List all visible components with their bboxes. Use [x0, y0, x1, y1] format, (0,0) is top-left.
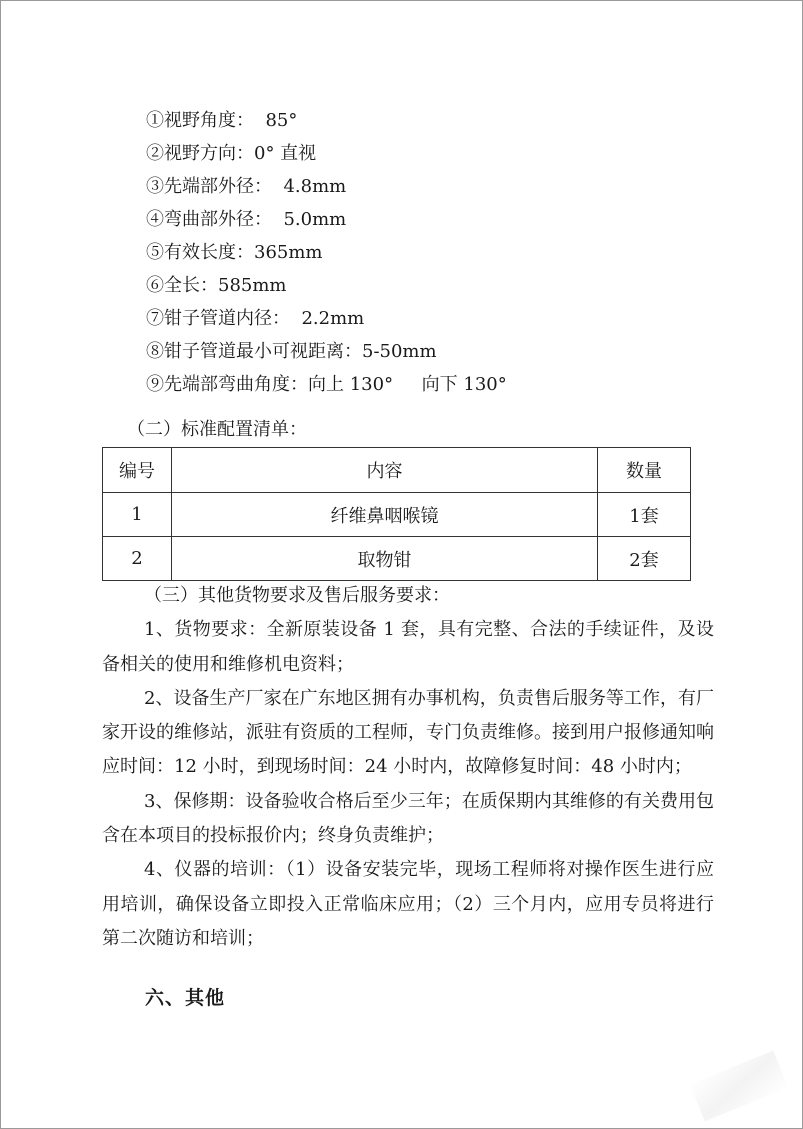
cell-number: 1: [103, 493, 172, 537]
cell-content: 纤维鼻咽喉镜: [172, 493, 598, 537]
scan-artifact: [690, 1051, 788, 1122]
config-table: [102, 447, 691, 581]
header-number: 编号: [103, 448, 172, 493]
spec-item: ⑨先端部弯曲角度：向上 130° 向下 130°: [146, 374, 507, 395]
spec-list: [146, 104, 507, 401]
paragraph-training: 4、仪器的培训：（1）设备安装完毕，现场工程师将对操作医生进行应用培训，确保设备立即投入正常临床应用；（2）三个月内，应用专员将进行第二次随访和培训；: [102, 859, 714, 949]
spec-item: ①视野角度： 85°: [146, 110, 298, 131]
spec-item: ③先端部外径： 4.8mm: [146, 176, 347, 197]
spec-item: ⑥全长：585mm: [146, 275, 287, 296]
cell-content: 取物钳: [172, 537, 598, 581]
other-requirements-heading: （三）其他货物要求及售后服务要求：: [144, 585, 450, 606]
spec-item: ④弯曲部外径： 5.0mm: [146, 209, 347, 230]
requirements-section: [102, 579, 714, 956]
table-header-row: [103, 448, 691, 493]
config-heading: （二）标准配置清单：: [127, 419, 307, 440]
table-row: [103, 537, 691, 581]
paragraph-service: 2、设备生产厂家在广东地区拥有办事机构，负责售后服务等工作，有厂家开设的维修站，派驻有资质的工程师，专门负责维修。接到用户报修通知响应时间：12 小时，到现场时间：24 小时内，故障修复时间：48 小时内；: [102, 687, 714, 778]
cell-number: 2: [103, 537, 172, 581]
header-quantity: 数量: [598, 448, 691, 493]
spec-item: ⑤有效长度：365mm: [146, 242, 323, 263]
spec-item: ⑦钳子管道内径： 2.2mm: [146, 308, 365, 329]
paragraph-warranty: 3、保修期：设备验收合格后至少三年；在质保期内其维修的有关费用包含在本项目的投标报价内；终身负责维护；: [102, 790, 714, 847]
paragraph-goods: 1、货物要求：全新原装设备 1 套，具有完整、合法的手续证件，及设备相关的使用和维修机电资料；: [102, 619, 714, 675]
section-heading-six: 六、其他: [145, 987, 226, 1009]
cell-quantity: 2套: [598, 537, 691, 581]
spec-item: ②视野方向：0° 直视: [146, 143, 317, 164]
spec-item: ⑧钳子管道最小可视距离：5-50mm: [146, 341, 437, 362]
table-row: [103, 493, 691, 537]
header-content: 内容: [172, 448, 598, 493]
cell-quantity: 1套: [598, 493, 691, 537]
